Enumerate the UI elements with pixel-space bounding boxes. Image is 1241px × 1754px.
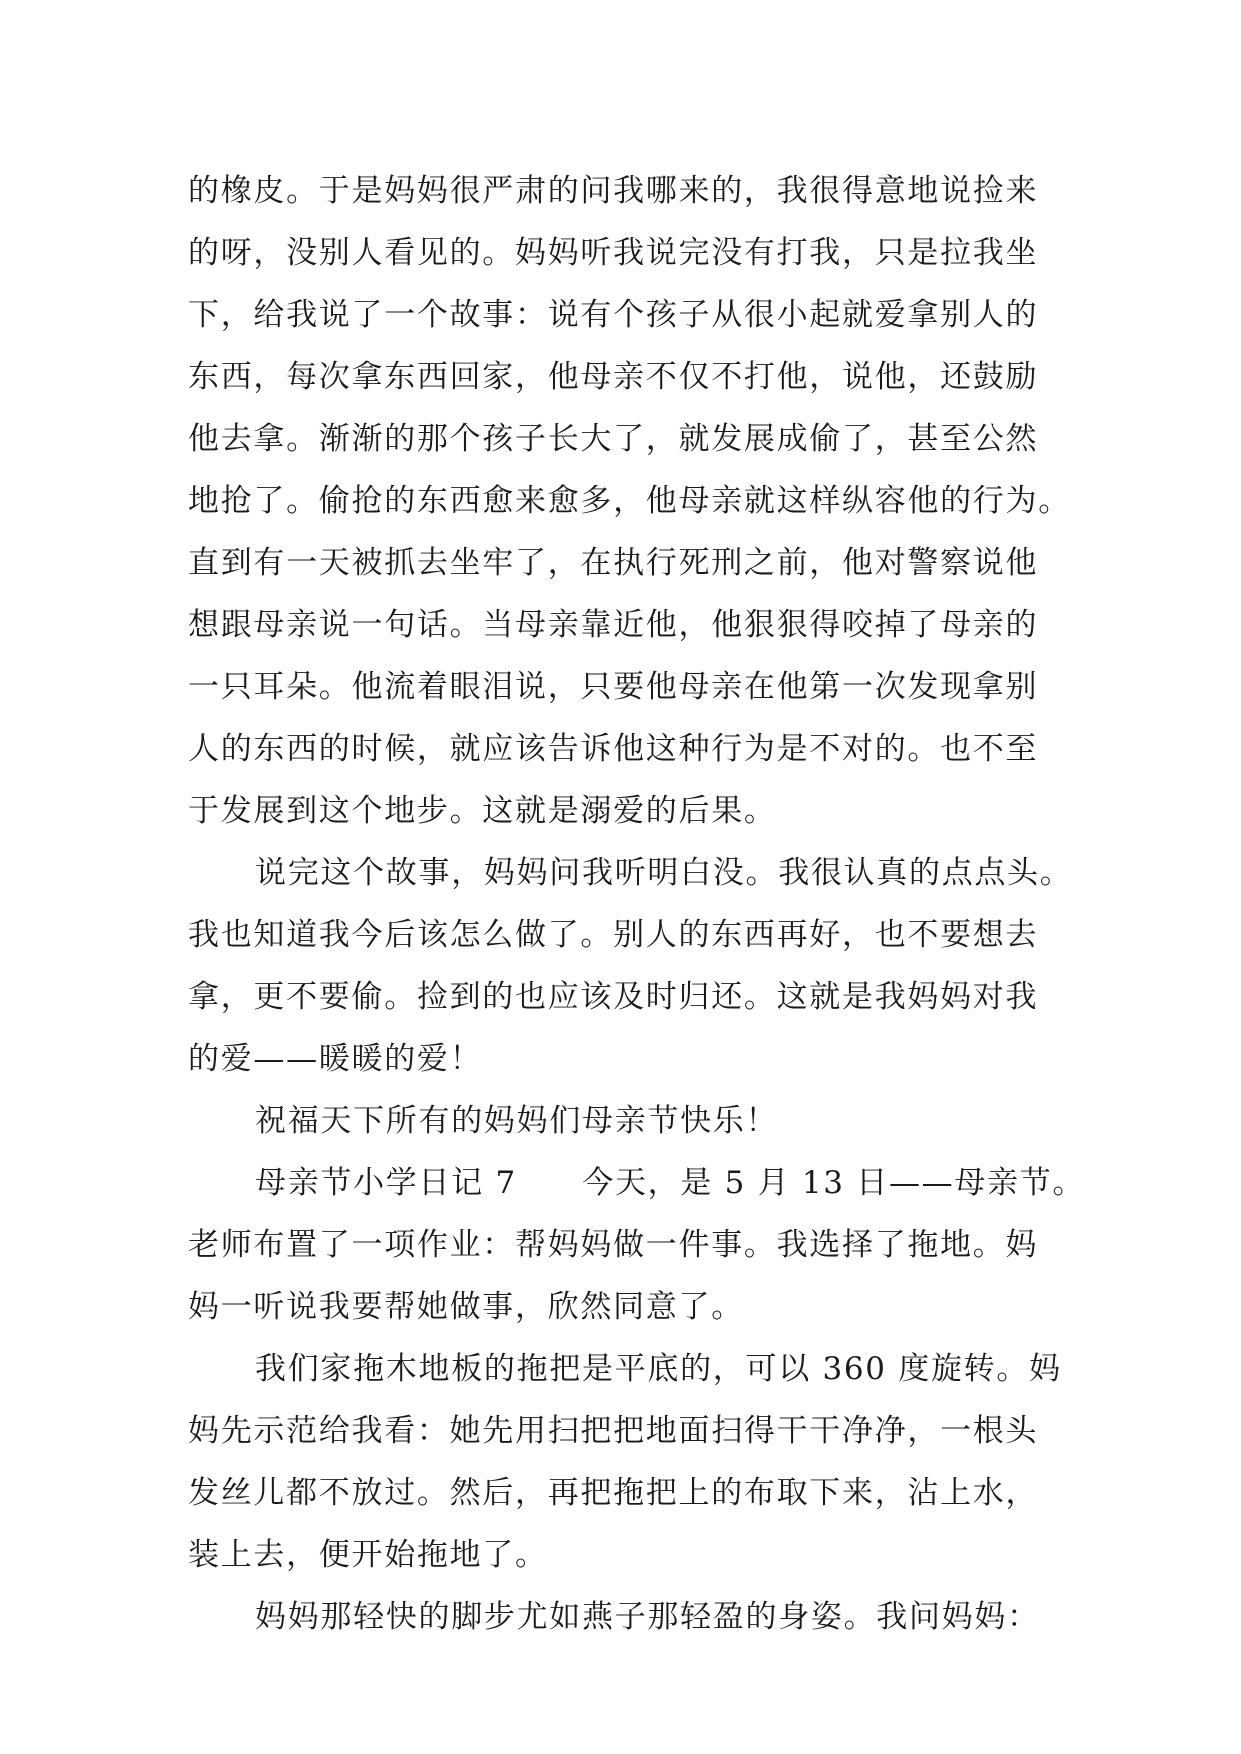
text-line: 拿，更不要偷。捡到的也应该及时归还。这就是我妈妈对我 <box>188 979 1039 1015</box>
paragraph-start-line: 说完这个故事，妈妈问我听明白没。我很认真的点点头。 <box>255 855 1073 891</box>
section-title-line: 母亲节小学日记 7 今天，是 5 月 13 日——母亲节。 <box>255 1165 1086 1201</box>
text-line: 他去拿。渐渐的那个孩子长大了，就发展成偷了，甚至公然 <box>188 421 1039 457</box>
text-line: 的爱——暖暖的爱！ <box>188 1041 483 1077</box>
text-line: 妈先示范给我看：她先用扫把把地面扫得干干净净，一根头 <box>188 1413 1039 1449</box>
text-line: 发丝儿都不放过。然后，再把拖把上的布取下来，沾上水， <box>188 1475 1039 1511</box>
text-line: 想跟母亲说一句话。当母亲靠近他，他狠狠得咬掉了母亲的 <box>188 607 1039 643</box>
paragraph-start-line: 祝福天下所有的妈妈们母亲节快乐！ <box>255 1103 779 1139</box>
text-line: 人的东西的时候，就应该告诉他这种行为是不对的。也不至 <box>188 731 1039 767</box>
text-line: 的橡皮。于是妈妈很严肃的问我哪来的，我很得意地说捡来 <box>188 173 1039 209</box>
text-line: 东西，每次拿东西回家，他母亲不仅不打他，说他，还鼓励 <box>188 359 1039 395</box>
text-line: 一只耳朵。他流着眼泪说，只要他母亲在他第一次发现拿别 <box>188 669 1039 705</box>
text-line: 的呀，没别人看见的。妈妈听我说完没有打我，只是拉我坐 <box>188 235 1039 271</box>
text-line: 妈一听说我要帮她做事，欣然同意了。 <box>188 1289 744 1325</box>
paragraph-start-line: 我们家拖木地板的拖把是平底的，可以 360 度旋转。妈 <box>255 1351 1062 1387</box>
text-line: 下，给我说了一个故事：说有个孩子从很小起就爱拿别人的 <box>188 297 1039 333</box>
paragraph-start-line: 妈妈那轻快的脚步尤如燕子那轻盈的身姿。我问妈妈： <box>255 1599 1040 1635</box>
text-line: 直到有一天被抓去坐牢了，在执行死刑之前，他对警察说他 <box>188 545 1039 581</box>
text-line: 老师布置了一项作业：帮妈妈做一件事。我选择了拖地。妈 <box>188 1227 1039 1263</box>
text-line: 于发展到这个地步。这就是溺爱的后果。 <box>188 793 777 829</box>
document-body <box>188 160 1086 1648</box>
text-line: 我也知道我今后该怎么做了。别人的东西再好，也不要想去 <box>188 917 1039 953</box>
text-line: 地抢了。偷抢的东西愈来愈多，他母亲就这样纵容他的行为。 <box>188 483 1071 519</box>
text-line: 装上去，便开始拖地了。 <box>188 1537 548 1573</box>
